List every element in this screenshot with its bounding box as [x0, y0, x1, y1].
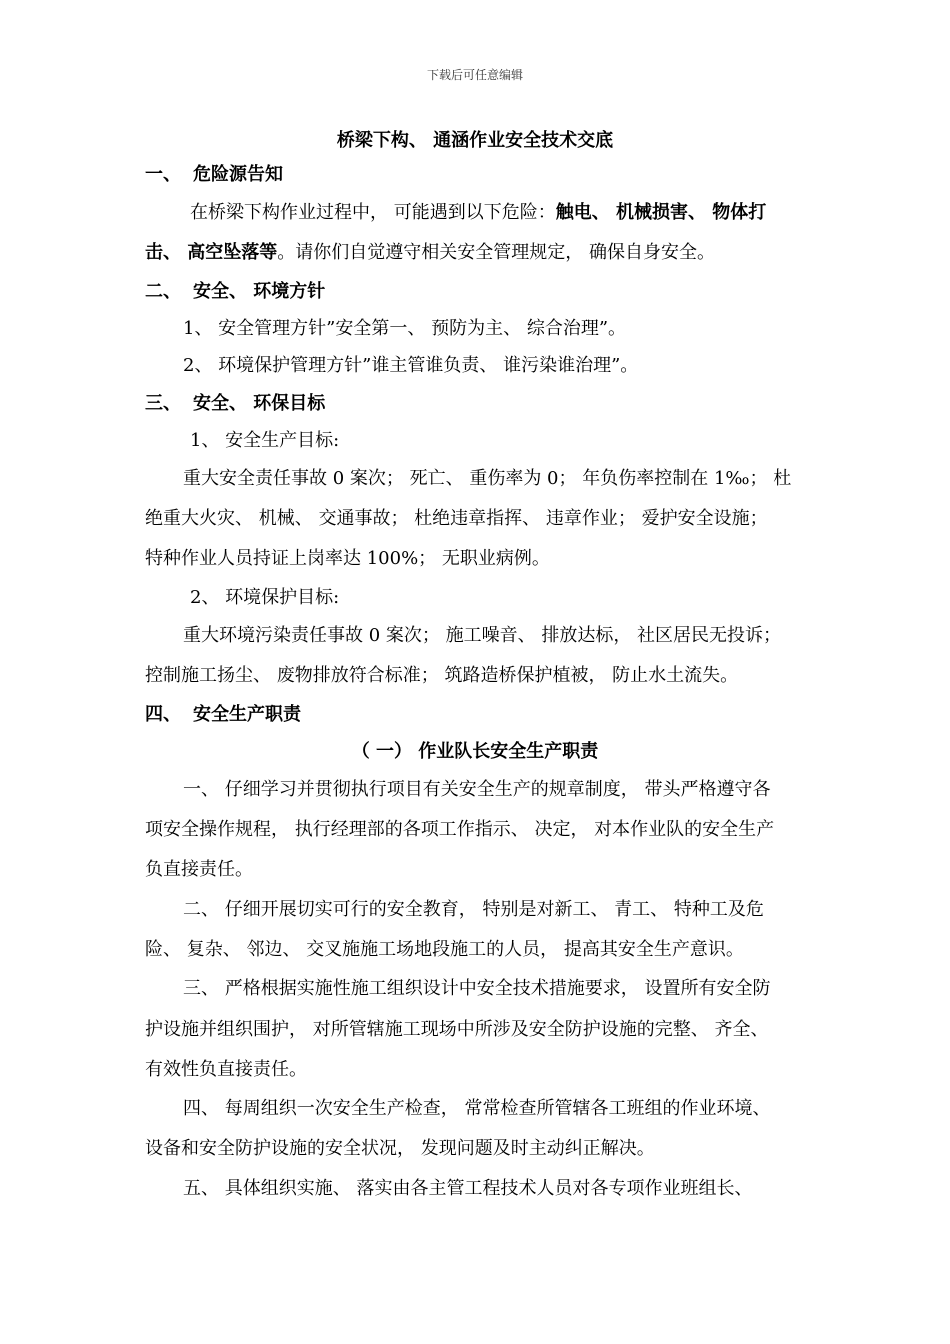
paragraph-line [190, 202, 950, 224]
list-item: 1、 安全管理方针”安全第一、 预防为主、 综合治理”。 [183, 318, 627, 339]
section-title: 危险源告知 [193, 164, 283, 185]
paragraph-line: 险、 复杂、 邻边、 交叉施施工场地段施工的人员， 提高其安全生产意识。 [145, 939, 744, 960]
paragraph-line: 重大环境污染责任事故 0 案次； 施工噪音、 排放达标， 社区居民无投诉； [183, 625, 782, 646]
bold-text-run: 触电、 机械损害、 物体打 [555, 202, 767, 223]
subheading: 1、 安全生产目标: [190, 430, 340, 451]
paragraph-line: 一、 仔细学习并贯彻执行项目有关安全生产的规章制度， 带头严格遵守各 [183, 779, 771, 800]
paragraph-line: 特种作业人员持证上岗率达 100%； 无职业病例。 [145, 548, 550, 569]
subsection-title: （ 一） 作业队长安全生产职责 [351, 741, 599, 762]
paragraph-line [145, 242, 950, 264]
section-heading-2 [145, 281, 950, 303]
paragraph-line: 二、 仔细开展切实可行的安全教育， 特别是对新工、 青工、 特种工及危 [183, 899, 764, 920]
section-title: 安全生产职责 [193, 704, 301, 725]
section-heading-3 [145, 393, 950, 415]
paragraph-line: 设备和安全防护设施的安全状况， 发现问题及时主动纠正解决。 [145, 1138, 655, 1159]
paragraph-line: 绝重大火灾、 机械、 交通事故； 杜绝违章指挥、 违章作业； 爱护安全设施； [145, 508, 768, 529]
section-number: 二、 [145, 281, 181, 302]
document-title: 桥梁下构、 通涵作业安全技术交底 [336, 130, 614, 151]
list-item: 2、 环境保护管理方针”谁主管谁负责、 谁污染谁治理”。 [183, 355, 639, 376]
paragraph-line: 五、 具体组织实施、 落实由各主管工程技术人员对各专项作业班组长、 [183, 1178, 753, 1199]
page-header: 下载后可任意编辑 [426, 68, 523, 82]
paragraph-line: 控制施工扬尘、 废物排放符合标准； 筑路造桥保护植被， 防止水土流失。 [145, 665, 739, 686]
paragraph-line: 重大安全责任事故 0 案次； 死亡、 重伤率为 0； 年负伤率控制在 1‰； 杜 [183, 468, 792, 489]
section-number: 三、 [145, 393, 181, 414]
paragraph-line: 三、 严格根据实施性施工组织设计中安全技术措施要求， 设置所有安全防 [183, 978, 771, 999]
paragraph-line: 护设施并组织围护， 对所管辖施工现场中所涉及安全防护设施的完整、 齐全、 [145, 1019, 769, 1040]
paragraph-line: 四、 每周组织一次安全生产检查， 常常检查所管辖各工班组的作业环境、 [183, 1098, 771, 1119]
paragraph-line: 负直接责任。 [145, 859, 253, 880]
section-heading-4 [145, 704, 950, 726]
section-title: 安全、 环境方针 [193, 281, 326, 302]
section-title: 安全、 环保目标 [193, 393, 326, 414]
section-number: 一、 [145, 164, 181, 185]
paragraph-line: 有效性负直接责任。 [145, 1059, 307, 1080]
paragraph-line: 项安全操作规程， 执行经理部的各项工作指示、 决定， 对本作业队的安全生产 [145, 819, 775, 840]
section-number: 四、 [145, 704, 181, 725]
section-heading-1 [145, 164, 950, 186]
text-run: 。请你们自觉遵守相关安全管理规定， 确保自身安全。 [277, 242, 716, 263]
text-run: 在桥梁下构作业过程中， 可能遇到以下危险： [190, 202, 556, 223]
subheading: 2、 环境保护目标: [190, 587, 340, 608]
bold-text-run: 击、 高空坠落等 [145, 242, 278, 263]
